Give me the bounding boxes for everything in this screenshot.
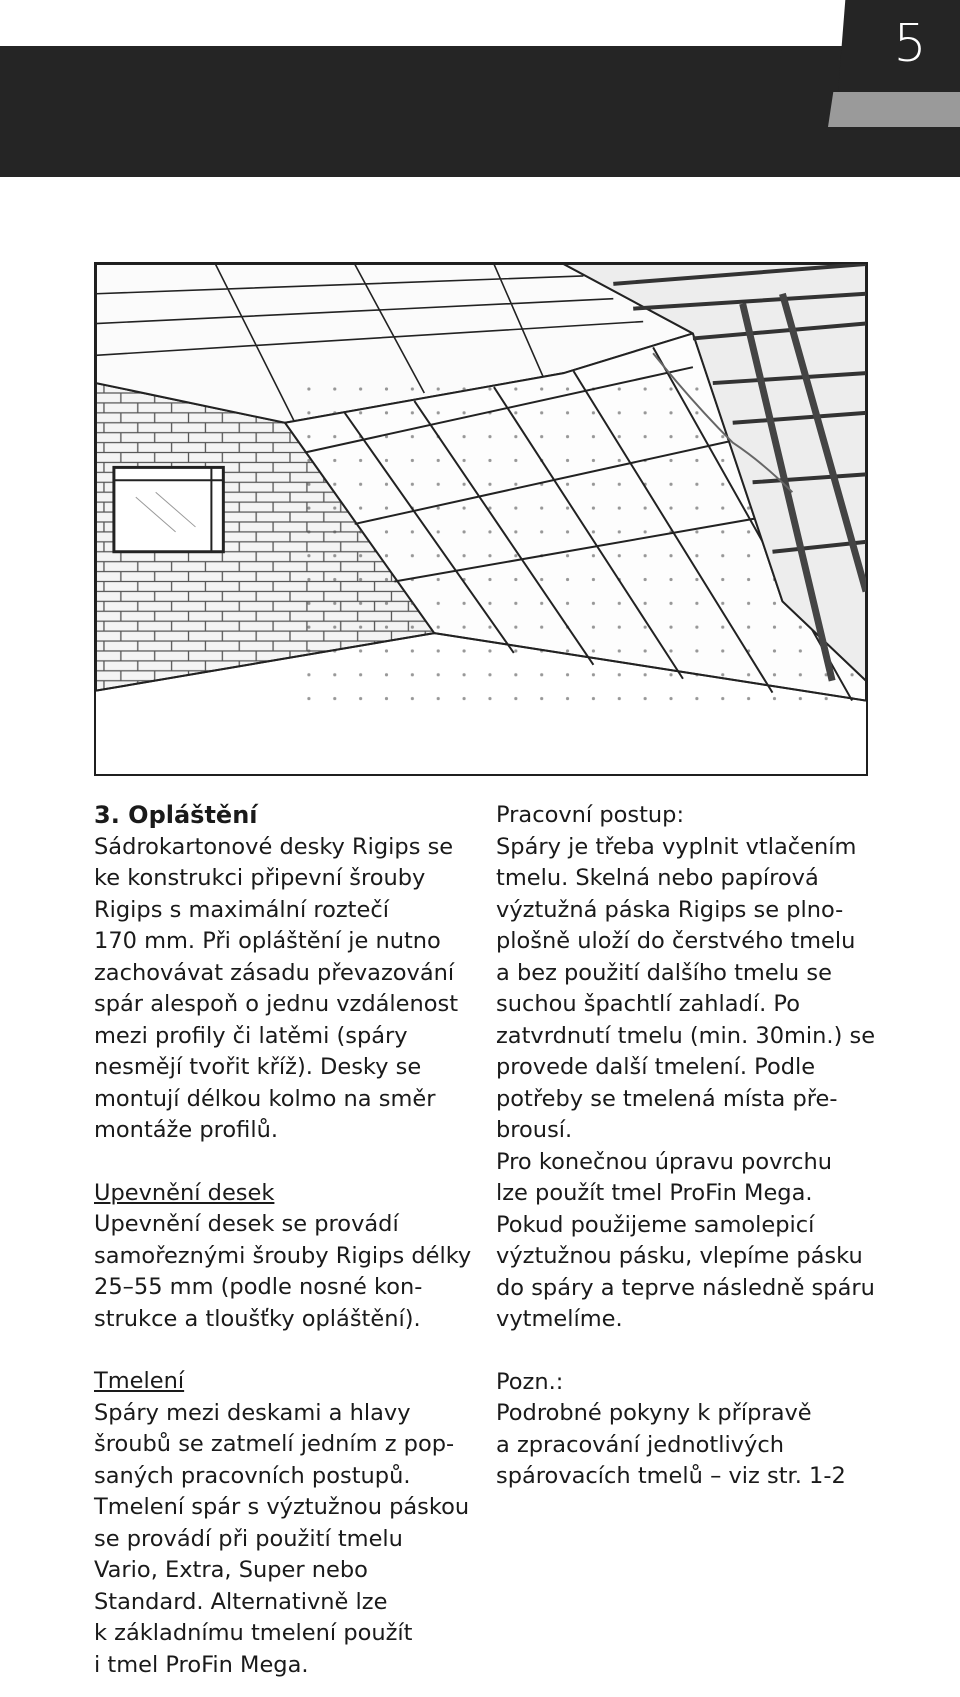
note-text: Podrobné pokyny k přípravě a zpracování jednotlivých spárovacích tmelů – viz str. 1-2 bbox=[496, 1400, 846, 1489]
attic-sketch bbox=[96, 264, 866, 774]
right-column bbox=[496, 800, 896, 1493]
left-column bbox=[94, 800, 484, 1681]
page-number: 5 bbox=[893, 14, 927, 74]
filling-title: Tmelení bbox=[94, 1368, 185, 1394]
attic-drywall-illustration bbox=[94, 262, 868, 776]
section-title: 3. Opláštění bbox=[94, 801, 258, 829]
procedure-text: Spáry je třeba vyplnit vtlačením tmelu. Skelná nebo papírová výztužná páska Rigips se plno- plošně uloží do čerstvého tmelu a bez použití dalšího tmelu se suchou špachtlí zahladí. Po zatvrdnutí tmelu (min. 30min.) se provede další tmelení. Podle potřeby se tmelená místa pře- brousí. Pro konečnou úpravu povrchu lze použít tmel ProFin Mega. Pokud použijeme samolepicí výztužnou pásku, vlepíme pásku do spáry a teprve následně spáru vytmelíme. bbox=[496, 833, 876, 1332]
header-band bbox=[0, 46, 960, 177]
procedure-title: Pracovní postup: bbox=[496, 802, 685, 828]
fastening-title: Upevnění desek bbox=[94, 1179, 275, 1206]
intro-text: Sádrokartonové desky Rigips se ke konstrukci připevní šrouby Rigips s maximální roztečí 170 mm. Při opláštění je nutno zachovávat zásadu převazování spár alespoň o jednu vzdálenost mezi profily či latěmi (spáry nesmějí tvořit kříž). Desky se montují délkou kolmo na směr montáže profilů. bbox=[94, 833, 459, 1143]
fastening-text: Upevnění desek se provádí samořeznými šrouby Rigips délky 25–55 mm (podle nosné kon- strukce a tloušťky opláštění). bbox=[94, 1211, 472, 1332]
page-tab-accent bbox=[828, 92, 960, 127]
filling-text: Spáry mezi deskami a hlavy šroubů se zatmelí jedním z pop- saných pracovních postupů. Tmelení spár s výztužnou páskou se provádí při použití tmelu Vario, Extra, Super nebo Standard. Alternativně lze k základnímu tmelení použít i tmel ProFin Mega. bbox=[94, 1399, 470, 1678]
note-title: Pozn.: bbox=[496, 1368, 564, 1395]
